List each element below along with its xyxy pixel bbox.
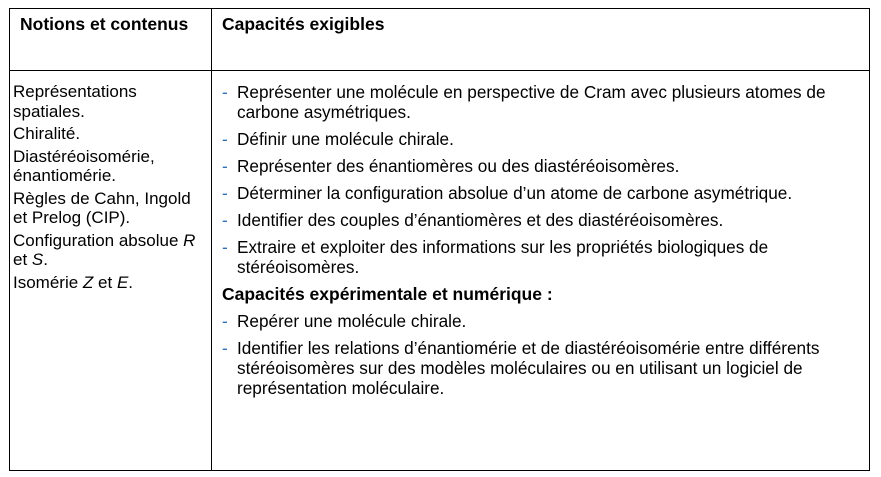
capacite-item: - Représenter des énantiomères ou des diastéréoisomères.: [222, 156, 680, 176]
bullet-dash: -: [222, 156, 228, 176]
program-table: [9, 8, 870, 471]
capacite-item: - Identifier des couples d’énantiomères et des diastéréoisomères.: [222, 210, 724, 230]
content-row: [10, 71, 870, 471]
notion-item: Configuration absolue R et S.: [13, 230, 196, 269]
capacite-item: - Extraire et exploiter des informations sur les propriétés biologiques de stéréoisomères.: [222, 237, 769, 277]
capacite-item: - Définir une molécule chirale.: [222, 129, 454, 149]
capacite-item: - Déterminer la configuration absolue d’un atome de carbone asymétrique.: [222, 183, 793, 203]
experimental-heading: Capacités expérimentale et numérique :: [222, 284, 553, 304]
bullet-dash: -: [222, 210, 228, 230]
header-row: [10, 9, 870, 71]
capacite-item: - Représenter une molécule en perspective de Cram avec plusieurs atomes de carbone asymétriques.: [222, 82, 826, 122]
bullet-dash: -: [222, 82, 228, 102]
experimental-item: - Repérer une molécule chirale.: [222, 311, 467, 331]
bullet-dash: -: [222, 183, 228, 203]
bullet-dash: -: [222, 237, 228, 257]
capacites-cell: [212, 71, 870, 471]
header-notions: Notions et contenus: [10, 9, 212, 71]
notion-item: Représentations spatiales.: [13, 82, 137, 121]
notion-item: Règles de Cahn, Ingold et Prelog (CIP).: [13, 188, 191, 227]
bullet-dash: -: [222, 129, 228, 149]
bullet-dash: -: [222, 311, 228, 331]
experimental-item: - Identifier les relations d’énantiomérie et de diastéréoisomérie entre différents stéréoisomères sur des modèles moléculaires ou en utilisant un logiciel de représentation moléculaire.: [222, 338, 820, 398]
notion-item: Isomérie Z et E.: [13, 272, 134, 292]
bullet-dash: -: [222, 338, 228, 358]
notion-item: Diastéréoisomérie, énantiomérie.: [13, 146, 155, 185]
notions-cell: [10, 71, 212, 471]
notion-item: Chiralité.: [13, 124, 81, 143]
header-capacites: Capacités exigibles: [212, 9, 870, 71]
